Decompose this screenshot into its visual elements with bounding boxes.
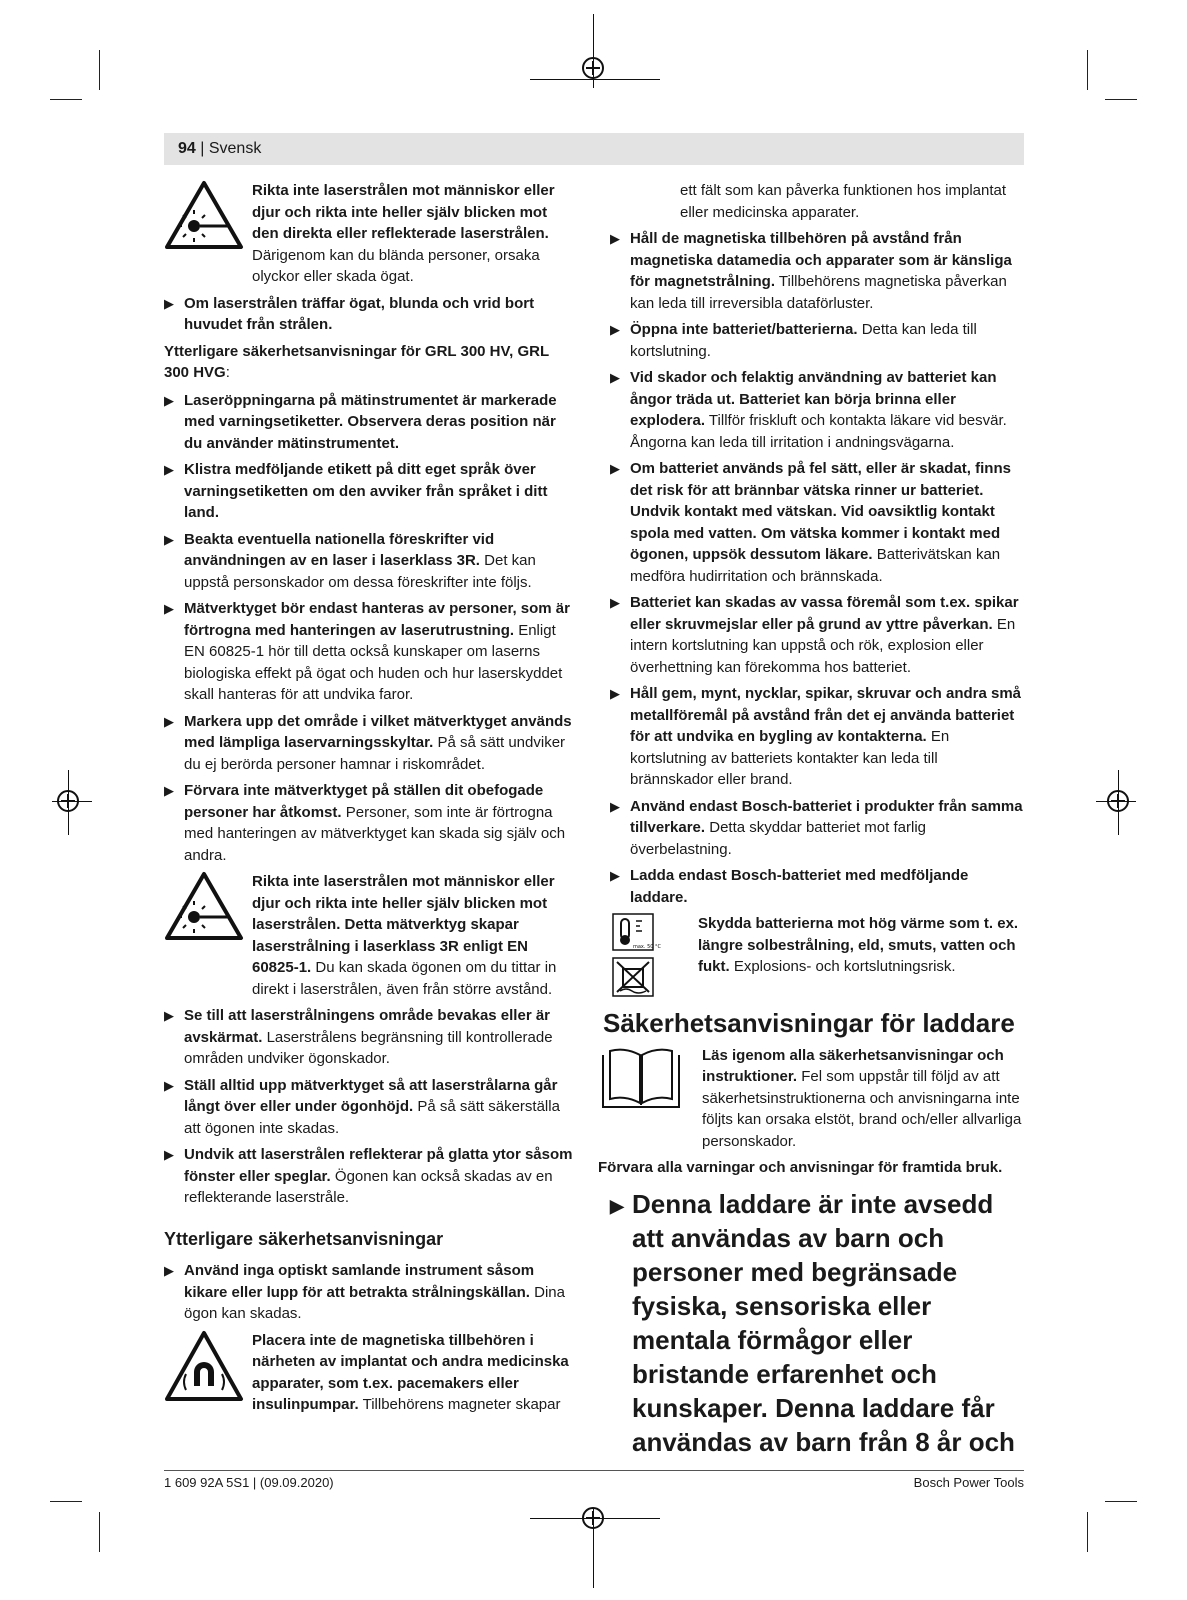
registration-mark — [1107, 790, 1129, 812]
registration-mark — [57, 790, 79, 812]
warning-bold-text: Läs igenom alla säkerhetsanvisningar och instruktioner. — [702, 1046, 1004, 1085]
item-text: Enligt EN 60825-1 hör till detta också kunskaper om laserns biologiska effekt på ögat och huden och hur laserskyddet skall hanteras för att undvika faror. — [184, 621, 563, 703]
bullet-arrow-icon: ▶ — [610, 1195, 624, 1216]
item-text: Tillför friskluft och kontakta läkare vid besvär. Ångorna kan leda till irritation i andningsvägarna. — [630, 412, 1007, 451]
laser-warning-icon — [164, 180, 244, 250]
bullet-arrow-icon: ▶ — [610, 798, 620, 814]
additional-safety-heading — [164, 341, 576, 384]
list-item — [610, 319, 1024, 362]
charger-children-warning — [610, 1187, 1024, 1459]
item-bold-text: Se till att laserstrålningens område bevakas eller är avskärmat. — [184, 1007, 551, 1046]
bullet-arrow-icon: ▶ — [164, 531, 174, 547]
item-bold-text: Ställ alltid upp mätverktyget så att laserstrålarna går långt över eller under ögonhöjd. — [184, 1076, 558, 1115]
bullet-arrow-icon: ▶ — [610, 322, 620, 337]
heat-icon-text: max. 50 °C — [633, 944, 662, 950]
right-column — [598, 180, 1024, 1459]
bullet-arrow-icon: ▶ — [164, 601, 174, 616]
list-item — [610, 592, 1024, 678]
laser-warning-block — [164, 180, 576, 288]
list-item — [164, 459, 576, 524]
magnet-warning-icon — [164, 1330, 244, 1402]
list-item — [164, 598, 576, 706]
list-item — [164, 780, 576, 866]
bullet-arrow-icon: ▶ — [164, 713, 174, 729]
language-label: Svensk — [208, 140, 262, 157]
item-bold-text: Förvara inte mätverktyget på ställen dit obefogade personer har åtkomst. — [184, 782, 544, 821]
magnet-warning-block — [164, 1330, 576, 1416]
keep-instructions-note: Förvara alla varningar och anvisningar för framtida bruk. — [598, 1159, 1003, 1176]
crop-mark — [99, 50, 100, 90]
item-bold-text: Ladda endast Bosch-batteriet med medföljande laddare. — [630, 867, 969, 906]
read-instructions-block — [610, 1045, 1024, 1153]
warning-text: Därigenom kan du blända personer, orsaka olyckor eller skada ögat. — [252, 246, 540, 285]
item-bold-text: Använd endast Bosch-batteriet i produkter från samma tillverkare. — [630, 797, 1023, 836]
warning-bold-text: Rikta inte laserstrålen mot människor eller djur och rikta inte heller själv blicken mot den direkta eller reflekterade laserstrålen. — [252, 182, 555, 242]
item-bold-text: Om batteriet används på fel sätt, eller är skadat, finns det risk för att brännbar vätska rinner ur batteriet. Undvik kontakt med vätskan. Vid oavsiktlig kontakt spola med vatten. Om vätska kommer i kontakt med ögonen, uppsök dessutom läkare. — [630, 460, 1011, 563]
warning-bold-text: Placera inte de magnetiska tillbehören i närheten av implantat och andra medicinska apparater, som t.ex. pacemakers eller insulinpumpar. — [252, 1331, 569, 1413]
warning-text: Fel som uppstår till följd av att säkerhetsinstruktionerna och anvisningarna inte följts kan orsaka elstöt, brand och/eller allvarliga personskador. — [702, 1068, 1022, 1150]
warning-bold-text: Skydda batterierna mot hög värme som t. ex. längre solbestrålning, eld, smuts, vatten och fukt. — [698, 915, 1019, 975]
list-item — [610, 796, 1024, 861]
bullet-arrow-icon: ▶ — [164, 1263, 174, 1278]
battery-heat-warning-block — [610, 913, 1024, 993]
item-text: På så sätt säkerställa att ögonen inte skadas. — [184, 1098, 560, 1137]
bullet-arrow-icon: ▶ — [164, 1077, 174, 1093]
item-bold-text: Laseröppningarna på mätinstrumentet är markerade med varningsetiketter. Observera deras position när du använder mätinstrumentet. — [184, 391, 557, 452]
registration-mark — [582, 57, 604, 79]
laser-warning-block — [164, 871, 576, 1000]
item-bold-text: Öppna inte batteriet/batterierna. — [630, 321, 858, 338]
list-item — [164, 1005, 576, 1070]
laser-warning-icon — [164, 871, 244, 941]
no-water-icon — [612, 957, 654, 997]
crop-mark — [1087, 1512, 1088, 1552]
item-bold-text: Klistra medföljande etikett på ditt eget språk över varningsetiketten om den avviker från språket i ditt land. — [184, 461, 548, 521]
bullet-arrow-icon: ▶ — [164, 392, 174, 408]
warning-bold-text: Rikta inte laserstrålen mot människor eller djur och rikta inte heller själv blicken mot laserstrålen. Detta mätverktyg skapar laserstrålning i laserklass 3R enligt EN 60825-1. — [252, 873, 555, 976]
list-item — [610, 458, 1024, 587]
item-text: Det kan uppstå personskador om dessa föreskrifter inte följs. — [184, 552, 536, 591]
magnet-warning-continued: ett fält som kan påverka funktionen hos implantat eller medicinska apparater. — [680, 182, 1007, 221]
item-text: På så sätt undviker du ej berörda personer hamnar i riskområdet. — [184, 734, 566, 773]
item-bold-text: Håll gem, mynt, nycklar, spikar, skruvar och andra små metallföremål på avstånd från det ej använda batteriet för att undvika en bygling av kontakterna. — [630, 685, 1022, 745]
list-item — [164, 293, 576, 336]
item-text: En kortslutning av batteriets kontakter kan leda till brännskador eller brand. — [630, 728, 950, 788]
item-text: Laserstrålens begränsning till kontrollerade områden undviker ögonskador. — [184, 1028, 553, 1067]
item-bold-text: Batteriet kan skadas av vassa föremål som t.ex. spikar eller skruvmejslar eller på grund av yttre påverkan. — [630, 594, 1019, 633]
item-bold-text: Beakta eventuella nationella föreskrifter vid användningen av en laser i laserklass 3R. — [184, 530, 495, 569]
item-bold-text: Använd inga optiskt samlande instrument såsom kikare eller lupp för att betrakta strålningskällan. — [184, 1262, 535, 1301]
registration-line — [530, 79, 660, 80]
item-bold-text: Vid skador och felaktig användning av batteriet kan ångor träda ut. Batteriet kan börja brinna eller explodera. — [630, 369, 997, 429]
item-bold-text: Mätverktyget bör endast hanteras av personer, som är förtrogna med hanteringen av laserutrustning. — [184, 600, 570, 639]
item-bold-text: Undvik att laserstrålen reflekterar på glatta ytor såsom fönster eller speglar. — [184, 1146, 573, 1185]
warning-text: Explosions- och kortslutningsrisk. — [729, 958, 956, 975]
list-item — [164, 529, 576, 594]
heat-temperature-icon — [612, 913, 662, 951]
page-header — [164, 133, 1024, 165]
warning-text: Tillbehörens magneter skapar — [358, 1396, 561, 1413]
crop-mark — [1105, 1501, 1137, 1502]
publisher-name: Bosch Power Tools — [913, 1475, 1024, 1490]
item-text: Ögonen kan också skadas av en reflekterande laserstråle. — [184, 1167, 553, 1206]
section-heading: Ytterligare säkerhetsanvisningar — [164, 1228, 444, 1249]
bullet-arrow-icon: ▶ — [610, 595, 620, 610]
item-bold-text: Om laserstrålen träffar ögat, blunda och vrid bort huvudet från strålen. — [184, 294, 535, 333]
item-text: Detta kan leda till kortslutning. — [630, 321, 977, 360]
heading-colon: : — [225, 364, 230, 381]
list-item — [164, 1260, 576, 1325]
bullet-arrow-icon: ▶ — [610, 868, 620, 883]
list-item — [610, 228, 1024, 314]
big-item-text: Denna laddare är inte avsedd att användas av barn och personer med begränsade fysiska, sensoriska eller mentala förmågor eller bristande erfarenhet och kunskaper. Denna laddare får användas av barn från 8 år och — [632, 1188, 1015, 1457]
bullet-arrow-icon: ▶ — [610, 686, 620, 701]
bullet-arrow-icon: ▶ — [610, 231, 620, 246]
crop-mark — [1105, 99, 1137, 100]
crop-mark — [1087, 50, 1088, 90]
bullet-arrow-icon: ▶ — [164, 462, 174, 477]
bullet-arrow-icon: ▶ — [164, 1147, 174, 1162]
registration-mark — [582, 1507, 604, 1529]
heading-bold-text: Ytterligare säkerhetsanvisningar för GRL 300 HV, GRL 300 HVG — [164, 342, 549, 381]
item-text: Batterivätskan kan medföra hudirritation och brännskada. — [630, 546, 1001, 585]
warning-text: Du kan skada ögonen om du tittar in direkt i laserstrålen, även från större avstånd. — [252, 959, 557, 998]
read-manual-icon — [600, 1045, 682, 1115]
bullet-arrow-icon: ▶ — [610, 461, 620, 476]
bullet-arrow-icon: ▶ — [164, 1008, 174, 1023]
list-item — [610, 865, 1024, 908]
list-item — [164, 1144, 576, 1209]
crop-mark — [50, 1501, 82, 1502]
page-number-label: 94 | Svensk — [178, 140, 262, 157]
bullet-arrow-icon: ▶ — [164, 295, 174, 311]
bullet-arrow-icon: ▶ — [164, 783, 174, 798]
crop-mark — [99, 1512, 100, 1552]
page-number: 94 — [178, 140, 196, 157]
item-text: Dina ögon kan skadas. — [184, 1283, 565, 1322]
crop-mark — [50, 99, 82, 100]
bullet-arrow-icon: ▶ — [610, 370, 620, 385]
item-text: Personer, som inte är förtrogna med hanteringen av mätverktyget kan skada sig själv och andra. — [184, 803, 566, 864]
list-item — [164, 390, 576, 455]
list-item — [164, 711, 576, 776]
item-bold-text: Markera upp det område i vilket mätverktyget används med lämpliga laservarningsskyltar. — [184, 712, 572, 751]
list-item — [610, 683, 1024, 791]
document-number: 1 609 92A 5S1 | (09.09.2020) — [164, 1475, 334, 1490]
item-text: Tillbehörens magnetiska påverkan kan leda till irreversibla dataförluster. — [630, 273, 1007, 312]
left-column — [164, 180, 576, 1421]
item-bold-text: Håll de magnetiska tillbehören på avstånd från magnetiska datamedia och apparater som är känsliga för magnetstrålning. — [630, 230, 1012, 290]
list-item — [610, 367, 1024, 453]
item-text: Detta skyddar batteriet mot farlig överbelastning. — [630, 819, 926, 858]
charger-section-heading: Säkerhetsanvisningar för laddare — [603, 1008, 1015, 1038]
item-text: En intern kortslutning kan uppstå och rök, explosion eller överhettning kan förekomma hos batteriet. — [630, 615, 1016, 676]
page-footer — [164, 1470, 1024, 1490]
list-item — [164, 1075, 576, 1140]
